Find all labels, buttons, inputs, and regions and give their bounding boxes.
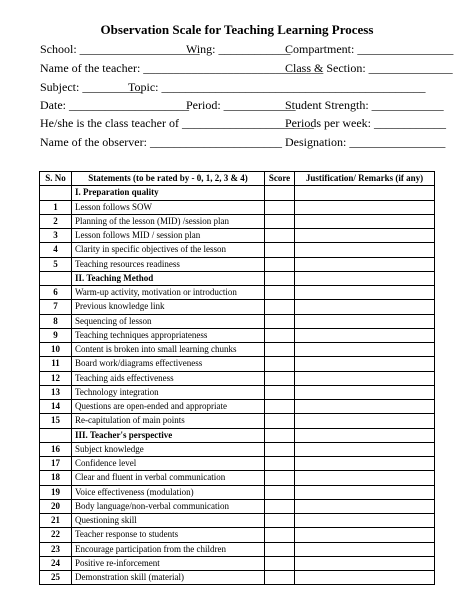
score-cell[interactable] (265, 457, 295, 471)
score-cell[interactable] (265, 328, 295, 342)
remarks-cell[interactable] (295, 457, 435, 471)
table-row (40, 300, 435, 314)
section-no-cell (40, 186, 72, 200)
row-number: 11 (40, 357, 72, 371)
section-score-cell (265, 271, 295, 285)
score-cell[interactable] (265, 371, 295, 385)
field-periods-per-week[interactable]: Periods per week: ____________ (285, 116, 446, 130)
section-score-cell (265, 186, 295, 200)
remarks-cell[interactable] (295, 514, 435, 528)
row-number: 1 (40, 200, 72, 214)
section-row (40, 271, 435, 285)
row-number: 17 (40, 457, 72, 471)
row-number: 18 (40, 471, 72, 485)
row-statement: Teaching aids effectiveness (72, 371, 265, 385)
section-score-cell (265, 428, 295, 442)
field-row-date (40, 98, 444, 114)
section-remarks-cell (295, 271, 435, 285)
score-cell[interactable] (265, 514, 295, 528)
row-statement: Board work/diagrams effectiveness (72, 357, 265, 371)
row-statement: Lesson follows MID / session plan (72, 229, 265, 243)
row-number: 4 (40, 243, 72, 257)
remarks-cell[interactable] (295, 314, 435, 328)
table-row (40, 357, 435, 371)
row-statement: Teaching resources readiness (72, 257, 265, 271)
row-statement: Questioning skill (72, 514, 265, 528)
row-number: 25 (40, 571, 72, 585)
section-remarks-cell (295, 186, 435, 200)
section-label: III. Teacher's perspective (72, 428, 265, 442)
row-number: 13 (40, 385, 72, 399)
remarks-cell[interactable] (295, 328, 435, 342)
section-remarks-cell (295, 428, 435, 442)
header-remarks: Justification/ Remarks (if any) (295, 172, 435, 186)
row-statement: Teaching techniques appropriateness (72, 328, 265, 342)
field-class-section[interactable]: Class & Section: ______________ (285, 61, 453, 75)
remarks-cell[interactable] (295, 528, 435, 542)
table-row (40, 257, 435, 271)
remarks-cell[interactable] (295, 214, 435, 228)
field-topic[interactable]: Topic: ____________________________________________ (128, 80, 426, 94)
row-number: 7 (40, 300, 72, 314)
score-cell[interactable] (265, 357, 295, 371)
field-row-observer (40, 135, 446, 151)
field-observer-name[interactable]: Name of the observer: ______________________ (40, 135, 282, 149)
row-statement: Clear and fluent in verbal communication (72, 471, 265, 485)
remarks-cell[interactable] (295, 200, 435, 214)
row-statement: Content is broken into small learning chunks (72, 343, 265, 357)
page-title: Observation Scale for Teaching Learning Process (100, 22, 374, 37)
field-teacher-name[interactable]: Name of the teacher: ______________________________ (40, 61, 324, 75)
row-number: 21 (40, 514, 72, 528)
field-row-class-teacher (40, 116, 446, 132)
score-cell[interactable] (265, 286, 295, 300)
table-row (40, 414, 435, 428)
remarks-cell[interactable] (295, 243, 435, 257)
field-subject[interactable]: Subject: __________ (40, 80, 143, 94)
table-row (40, 243, 435, 257)
remarks-cell[interactable] (295, 499, 435, 513)
table-row (40, 385, 435, 399)
field-date[interactable]: Date: ____________________ (40, 98, 189, 112)
row-statement: Subject knowledge (72, 442, 265, 456)
section-label: I. Preparation quality (72, 186, 265, 200)
observation-table (39, 171, 435, 585)
row-statement: Warm-up activity, motivation or introduction (72, 286, 265, 300)
field-row-school (40, 42, 454, 58)
score-cell[interactable] (265, 400, 295, 414)
header-statements: Statements (to be rated by - 0, 1, 2, 3 & 4) (72, 172, 265, 186)
score-cell[interactable] (265, 214, 295, 228)
row-number: 14 (40, 400, 72, 414)
row-statement: Questions are open-ended and appropriate (72, 400, 265, 414)
remarks-cell[interactable] (295, 371, 435, 385)
score-cell[interactable] (265, 257, 295, 271)
table-row (40, 457, 435, 471)
score-cell[interactable] (265, 471, 295, 485)
row-number: 16 (40, 442, 72, 456)
remarks-cell[interactable] (295, 357, 435, 371)
remarks-cell[interactable] (295, 300, 435, 314)
row-number: 8 (40, 314, 72, 328)
remarks-cell[interactable] (295, 229, 435, 243)
table-body (40, 186, 435, 585)
header-sno: S. No (40, 172, 72, 186)
section-no-cell (40, 271, 72, 285)
field-row-subject (40, 80, 440, 96)
row-number: 10 (40, 343, 72, 357)
row-statement: Technology integration (72, 385, 265, 399)
table-row (40, 371, 435, 385)
row-number: 12 (40, 371, 72, 385)
score-cell[interactable] (265, 414, 295, 428)
remarks-cell[interactable] (295, 542, 435, 556)
row-number: 22 (40, 528, 72, 542)
score-cell[interactable] (265, 300, 295, 314)
remarks-cell[interactable] (295, 471, 435, 485)
remarks-cell[interactable] (295, 343, 435, 357)
row-statement: Teacher response to students (72, 528, 265, 542)
row-number: 23 (40, 542, 72, 556)
table-row (40, 485, 435, 499)
field-row-teacher (40, 61, 453, 77)
row-number: 24 (40, 556, 72, 570)
field-compartment[interactable]: Compartment: ________________ (285, 42, 454, 56)
row-statement: Planning of the lesson (MID) /session plan (72, 214, 265, 228)
score-cell[interactable] (265, 499, 295, 513)
row-number: 9 (40, 328, 72, 342)
score-cell[interactable] (265, 542, 295, 556)
remarks-cell[interactable] (295, 400, 435, 414)
table-row (40, 556, 435, 570)
table-row (40, 442, 435, 456)
row-number: 6 (40, 286, 72, 300)
score-cell[interactable] (265, 571, 295, 585)
row-statement: Sequencing of lesson (72, 314, 265, 328)
score-cell[interactable] (265, 485, 295, 499)
score-cell[interactable] (265, 528, 295, 542)
field-school[interactable]: School: ____________________ (40, 42, 200, 56)
score-cell[interactable] (265, 229, 295, 243)
header-score: Score (265, 172, 295, 186)
remarks-cell[interactable] (295, 485, 435, 499)
table-row (40, 286, 435, 300)
table-row (40, 514, 435, 528)
row-statement: Lesson follows SOW (72, 200, 265, 214)
row-statement: Voice effectiveness (modulation) (72, 485, 265, 499)
remarks-cell[interactable] (295, 556, 435, 570)
row-number: 20 (40, 499, 72, 513)
remarks-cell[interactable] (295, 414, 435, 428)
remarks-cell[interactable] (295, 257, 435, 271)
row-statement: Clarity in specific objectives of the lesson (72, 243, 265, 257)
row-statement: Positive re-inforcement (72, 556, 265, 570)
section-row (40, 186, 435, 200)
score-cell[interactable] (265, 243, 295, 257)
section-label: II. Teaching Method (72, 271, 265, 285)
field-wing[interactable]: Wing: ____________ (186, 42, 291, 56)
remarks-cell[interactable] (295, 385, 435, 399)
table-row (40, 542, 435, 556)
row-number: 15 (40, 414, 72, 428)
row-statement: Demonstration skill (material) (72, 571, 265, 585)
table-row (40, 499, 435, 513)
table-header-row (40, 172, 435, 186)
score-cell[interactable] (265, 343, 295, 357)
row-number: 2 (40, 214, 72, 228)
score-cell[interactable] (265, 442, 295, 456)
score-cell[interactable] (265, 200, 295, 214)
row-statement: Encourage participation from the children (72, 542, 265, 556)
table-row (40, 471, 435, 485)
remarks-cell[interactable] (295, 571, 435, 585)
table-row (40, 528, 435, 542)
table-row (40, 343, 435, 357)
field-class-teacher-of[interactable]: He/she is the class teacher of ______________________ (40, 116, 314, 130)
row-number: 19 (40, 485, 72, 499)
row-statement: Body language/non-verbal communication (72, 499, 265, 513)
field-designation[interactable]: Designation: ________________ (285, 135, 446, 149)
score-cell[interactable] (265, 556, 295, 570)
table-row (40, 571, 435, 585)
row-number: 5 (40, 257, 72, 271)
section-row (40, 428, 435, 442)
table-row (40, 328, 435, 342)
field-period[interactable]: Period: ____________ (186, 98, 296, 112)
table-row (40, 214, 435, 228)
score-cell[interactable] (265, 314, 295, 328)
row-statement: Re-capitulation of main points (72, 414, 265, 428)
remarks-cell[interactable] (295, 442, 435, 456)
section-no-cell (40, 428, 72, 442)
table-row (40, 200, 435, 214)
row-statement: Confidence level (72, 457, 265, 471)
table-row (40, 400, 435, 414)
table-row (40, 314, 435, 328)
table-row (40, 229, 435, 243)
remarks-cell[interactable] (295, 286, 435, 300)
row-statement: Previous knowledge link (72, 300, 265, 314)
field-student-strength[interactable]: Student Strength: ____________ (285, 98, 444, 112)
row-number: 3 (40, 229, 72, 243)
score-cell[interactable] (265, 385, 295, 399)
